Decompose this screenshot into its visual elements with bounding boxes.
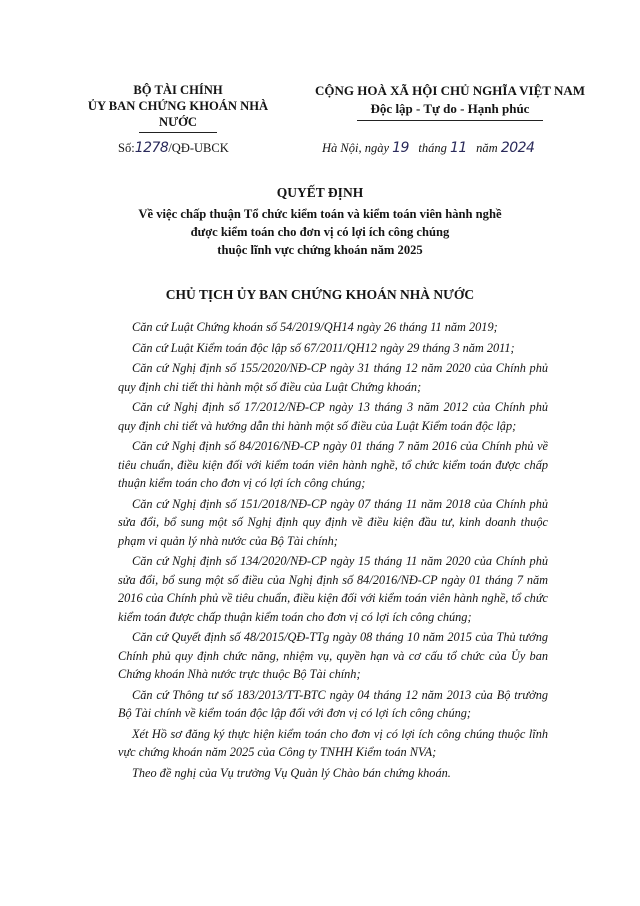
legal-basis-paragraph: Căn cứ Quyết định số 48/2015/QĐ-TTg ngày 08 tháng 10 năm 2015 của Thủ tướng Chính phủ quy định chức năng, nhiệm vụ, quyền hạn và cơ cấu tổ chức của Ủy ban Chứng khoán Nhà nước trực thuộc Bộ Tài chính; (118, 630, 548, 681)
country-name: CỘNG HOÀ XÃ HỘI CHỦ NGHĨA VIỆT NAM (314, 83, 586, 98)
subtitle-line: thuộc lĩnh vực chứng khoán năm 2025 (217, 243, 423, 257)
review-paragraph: Xét Hồ sơ đăng ký thực hiện kiểm toán cho đơn vị có lợi ích công chúng thuộc lĩnh vực chứng khoán năm 2025 của Công ty TNHH Kiểm toán NVA; (118, 726, 548, 759)
proposal-paragraph: Theo đề nghị của Vụ trưởng Vụ Quản lý Chào bán chứng khoán. (132, 765, 451, 780)
issuing-agency-block (78, 82, 278, 133)
legal-basis-paragraph: Căn cứ Nghị định số 84/2016/NĐ-CP ngày 01 tháng 7 năm 2016 của Chính phủ về tiêu chuẩn, điều kiện đối với kiểm toán viên hành nghề, tổ chức kiểm toán được chấp thuận kiểm toán cho đơn vị có lợi ích công chúng; (118, 439, 548, 490)
handwritten-day: 19 (392, 140, 409, 156)
legal-basis-paragraph: Căn cứ Nghị định số 134/2020/NĐ-CP ngày 15 tháng 11 năm 2020 của Chính phủ sửa đổi, bổ sung một số điều của Nghị định số 84/2016/NĐ-CP ngày 01 tháng 7 năm 2016 của Chính phủ về tiêu chuẩn, điều kiện đối với kiểm toán viên hành nghề, tổ chức kiểm toán được chấp thuận kiểm toán cho đơn vị có lợi ích công chúng; (118, 554, 548, 624)
legal-basis-paragraph: Căn cứ Luật Kiểm toán độc lập số 67/2011/QH12 ngày 29 tháng 3 năm 2011; (132, 340, 515, 355)
number-suffix: /QĐ-UBCK (168, 141, 229, 155)
handwritten-number: 1278 (134, 140, 169, 156)
motto-underline (357, 120, 543, 121)
issuing-authority: CHỦ TỊCH ỦY BAN CHỨNG KHOÁN NHÀ NƯỚC (165, 287, 475, 302)
year-label: năm (476, 141, 498, 155)
legal-basis-paragraph: Căn cứ Nghị định số 17/2012/NĐ-CP ngày 13 tháng 3 năm 2012 của Chính phủ quy định chi tiết và hướng dẫn thi hành một số điều của Luật Kiểm toán độc lập; (118, 400, 548, 433)
legal-basis-paragraph: Căn cứ Thông tư số 183/2013/TT-BTC ngày 04 tháng 12 năm 2013 của Bộ trưởng Bộ Tài chính về kiểm toán độc lập đối với đơn vị có lợi ích công chúng; (118, 687, 548, 720)
document-subtitle (80, 205, 560, 259)
month-label: tháng (418, 141, 447, 155)
legal-basis-paragraph: Căn cứ Luật Chứng khoán số 54/2019/QH14 ngày 26 tháng 11 năm 2019; (132, 320, 498, 334)
subtitle-line: được kiểm toán cho đơn vị có lợi ích công chúng (190, 225, 450, 239)
legal-basis-section (118, 318, 548, 784)
handwritten-year: 2024 (500, 140, 535, 156)
issue-date (322, 140, 534, 156)
subtitle-line: Về việc chấp thuận Tổ chức kiểm toán và kiểm toán viên hành nghề (138, 207, 502, 221)
date-place: Hà Nội, ngày (322, 141, 390, 155)
ministry-name: BỘ TÀI CHÍNH (133, 83, 223, 97)
document-title: QUYẾT ĐỊNH (276, 185, 364, 200)
national-header-block (300, 82, 600, 121)
national-motto: Độc lập - Tự do - Hạnh phúc (370, 101, 530, 116)
legal-basis-paragraph: Căn cứ Nghị định số 151/2018/NĐ-CP ngày 07 tháng 11 năm 2018 của Chính phủ sửa đổi, bổ sung một số Nghị định quy định về điều kiện đầu tư, kinh doanh thuộc phạm vi quản lý nhà nước của Bộ Tài chính; (118, 496, 548, 548)
legal-basis-paragraph: Căn cứ Nghị định số 155/2020/NĐ-CP ngày 31 tháng 12 năm 2020 của Chính phủ quy định chi tiết thi hành một số điều của Luật Chứng khoán; (118, 361, 548, 394)
number-prefix: Số: (118, 141, 135, 155)
agency-underline (139, 132, 217, 133)
agency-name: ỦY BAN CHỨNG KHOÁN NHÀ NƯỚC (87, 99, 269, 129)
document-number (118, 140, 229, 156)
handwritten-month: 11 (449, 140, 467, 156)
